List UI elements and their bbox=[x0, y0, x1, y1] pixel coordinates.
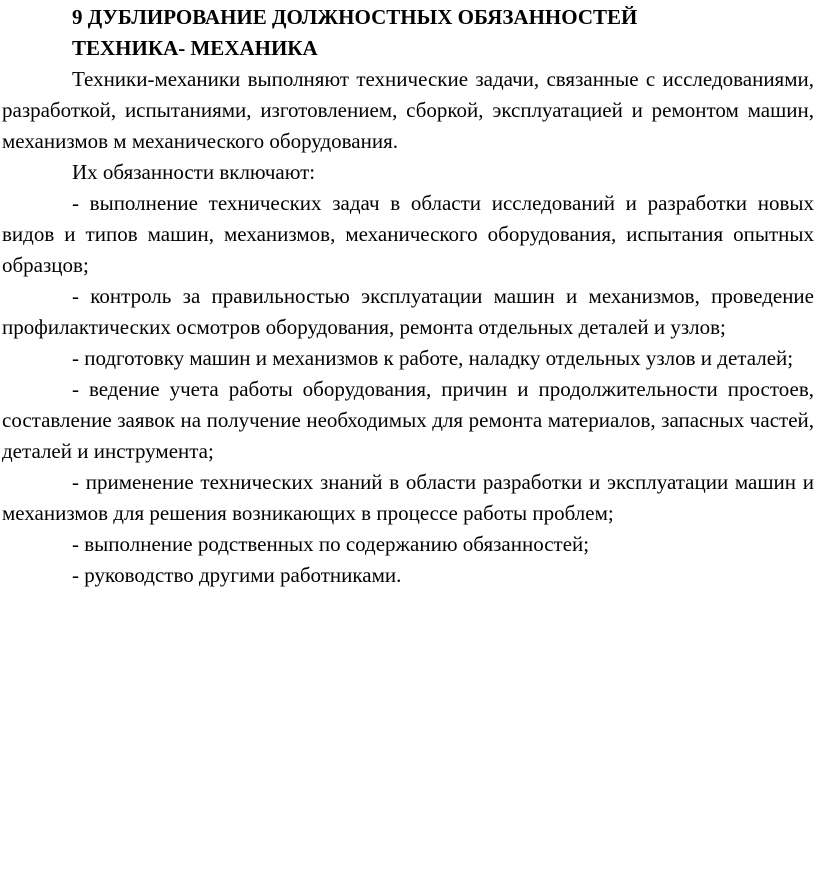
document-body bbox=[2, 64, 814, 591]
duties-lead: Их обязанности включают: bbox=[72, 160, 316, 184]
heading-line-2: ТЕХНИКА- МЕХАНИКА bbox=[72, 36, 318, 60]
duty-item: - подготовку машин и механизмов к работе, наладку отдельных узлов и деталей; bbox=[72, 346, 794, 370]
duty-item: - применение технических знаний в области разработки и эксплуатации машин и механизмов для решения возникающих в процессе работы проблем; bbox=[2, 470, 814, 525]
duty-item: - ведение учета работы оборудования, причин и продолжительности простоев, составление заявок на получение необходимых для ремонта материалов, запасных частей, деталей и инструмента; bbox=[2, 377, 814, 463]
section-heading bbox=[72, 2, 792, 64]
duty-item: - выполнение родственных по содержанию обязанностей; bbox=[72, 532, 590, 556]
heading-line-1: 9 ДУБЛИРОВАНИЕ ДОЛЖНОСТНЫХ ОБЯЗАННОСТЕЙ bbox=[72, 5, 638, 29]
intro-paragraph: Техники-механики выполняют технические задачи, связанные с исследованиями, разработкой, испытаниями, изготовлением, сборкой, эксплуатацией и ремонтом машин, механизмов м механического оборудования. bbox=[2, 67, 814, 153]
duty-item: - контроль за правильностью эксплуатации машин и механизмов, проведение профилактических осмотров оборудования, ремонта отдельных деталей и узлов; bbox=[2, 284, 814, 339]
duty-item: - выполнение технических задач в области исследований и разработки новых видов и типов машин, механизмов, механического оборудования, испытания опытных образцов; bbox=[2, 191, 814, 277]
duty-item: - руководство другими работниками. bbox=[72, 563, 402, 587]
